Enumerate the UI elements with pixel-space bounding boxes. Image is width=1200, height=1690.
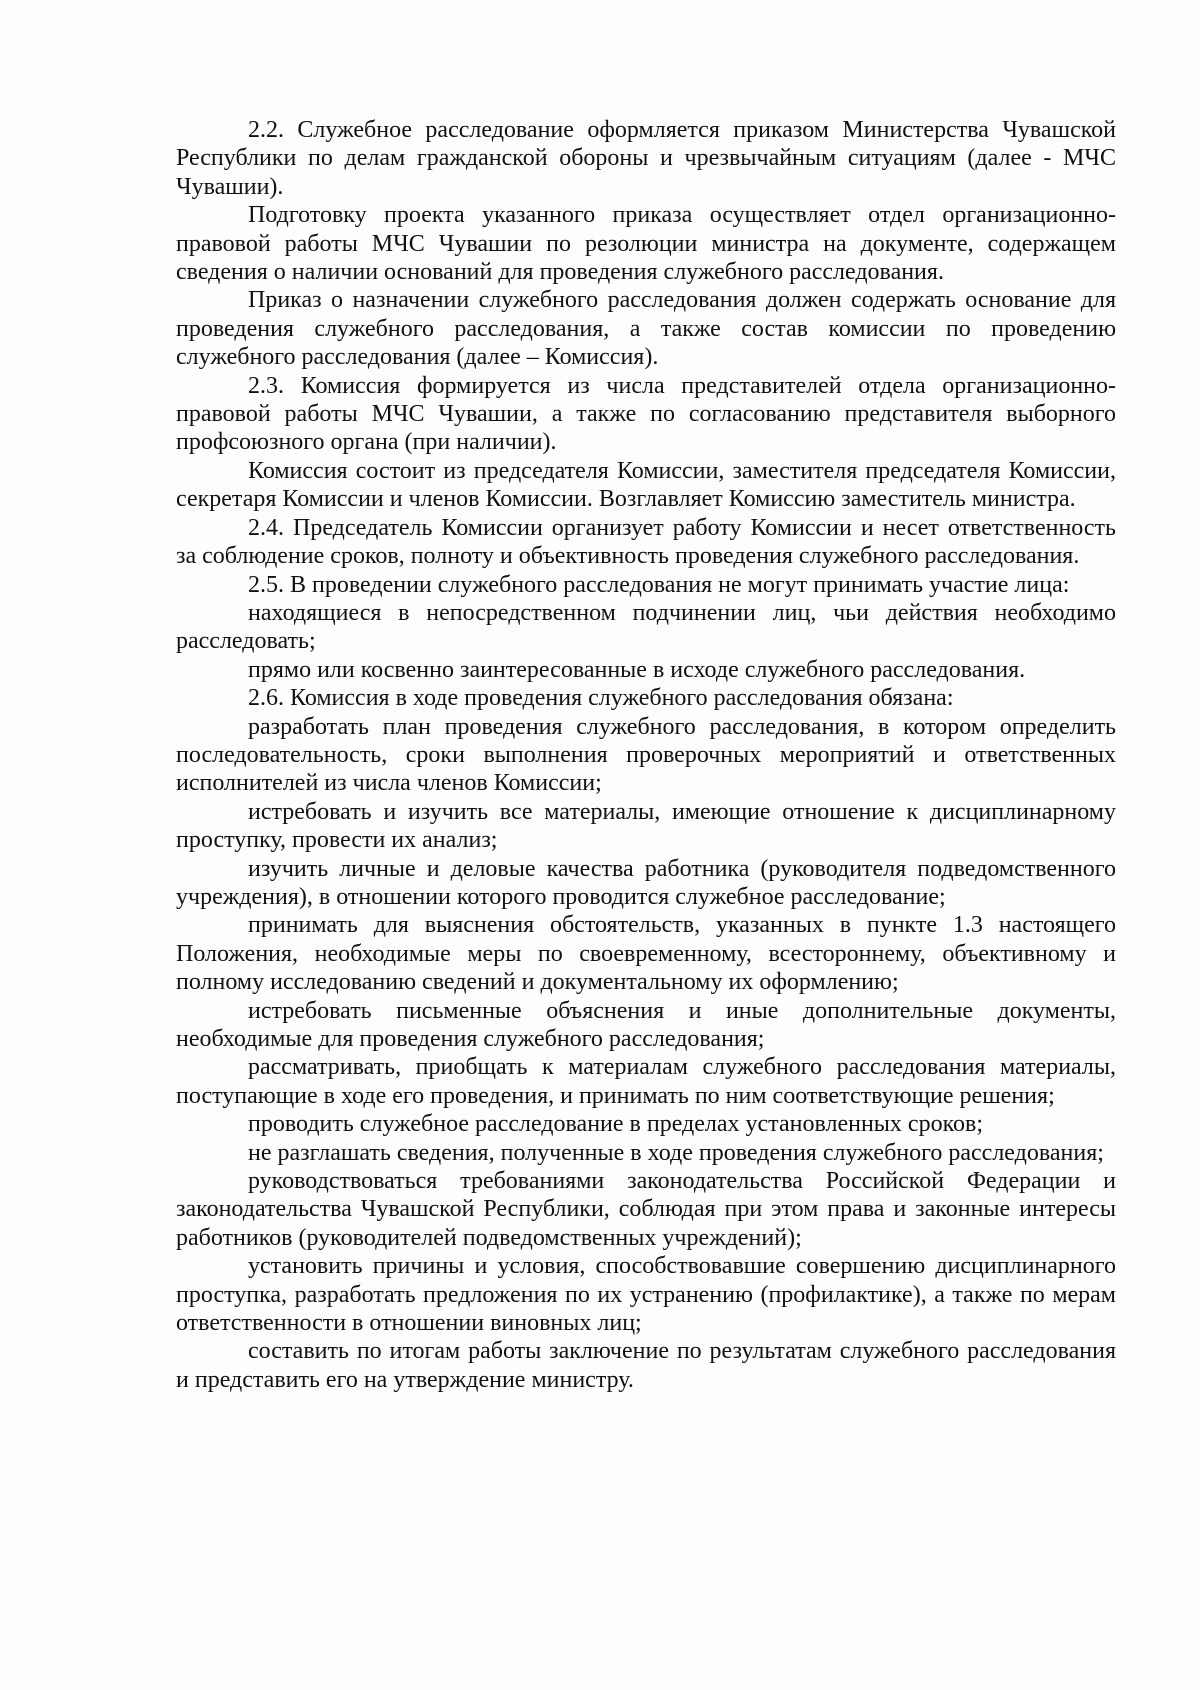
paragraph-2-3: 2.3. Комиссия формируется из числа представителей отдела организационно-правовой работы МЧС Чувашии, а также по согласованию представителя выборного профсоюзного органа (при наличии). [176,372,1116,456]
list-item: разработать план проведения служебного расследования, в котором определить последовательность, сроки выполнения проверочных мероприятий и ответственных исполнителей из числа членов Комиссии; [176,713,1116,797]
list-item: установить причины и условия, способствовавшие совершению дисциплинарного проступка, разработать предложения по их устранению (профилактике), а также по мерам ответственности в отношении виновных лиц; [176,1253,1116,1337]
list-item: принимать для выяснения обстоятельств, указанных в пункте 1.3 настоящего Положения, необходимые меры по своевременному, всестороннему, объективному и полному исследованию сведений и документальному их оформлению; [176,912,1116,996]
paragraph-2-5: 2.5. В проведении служебного расследования не могут принимать участие лица: [248,571,1070,598]
paragraph: Комиссия состоит из председателя Комиссии, заместителя председателя Комиссии, секретаря Комиссии и членов Комиссии. Возглавляет Комиссию заместитель министра. [176,457,1116,513]
list-item: проводить служебное расследование в пределах установленных сроков; [248,1111,984,1138]
paragraph: Подготовку проекта указанного приказа осуществляет отдел организационно-правовой работы МЧС Чувашии по резолюции министра на документе, содержащем сведения о наличии оснований для проведения служебного расследования. [176,202,1116,286]
list-item: рассматривать, приобщать к материалам служебного расследования материалы, поступающие в ходе его проведения, и принимать по ним соответствующие решения; [176,1054,1116,1109]
list-item: истребовать письменные объяснения и иные дополнительные документы, необходимые для проведения служебного расследования; [176,997,1116,1052]
document-body [176,116,1116,1394]
list-item: прямо или косвенно заинтересованные в исходе служебного расследования. [248,656,1026,683]
list-item: не разглашать сведения, полученные в ходе проведения служебного расследования; [248,1139,1104,1166]
list-item: изучить личные и деловые качества работника (руководителя подведомственного учреждения), в отношении которого проводится служебное расследование; [176,855,1116,910]
paragraph-2-6: 2.6. Комиссия в ходе проведения служебного расследования обязана: [248,685,954,712]
list-item: составить по итогам работы заключение по результатам служебного расследования и представить его на утверждение министру. [176,1338,1116,1393]
paragraph-2-4: 2.4. Председатель Комиссии организует работу Комиссии и несет ответственность за соблюдение сроков, полноту и объективность проведения служебного расследования. [176,514,1116,570]
paragraph: Приказ о назначении служебного расследования должен содержать основание для проведения служебного расследования, а также состав комиссии по проведению служебного расследования (далее – Комиссия). [176,287,1116,371]
list-item: истребовать и изучить все материалы, имеющие отношение к дисциплинарному проступку, провести их анализ; [176,798,1116,854]
paragraph-2-2: 2.2. Служебное расследование оформляется приказом Министерства Чувашской Республики по делам гражданской обороны и чрезвычайным ситуациям (далее - МЧС Чувашии). [176,117,1116,200]
list-item: руководствоваться требованиями законодательства Российской Федерации и законодательства Чувашской Республики, соблюдая при этом права и законные интересы работников (руководителей подведомственных учреждений); [176,1168,1116,1251]
list-item: находящиеся в непосредственном подчинении лиц, чьи действия необходимо расследовать; [176,599,1116,655]
